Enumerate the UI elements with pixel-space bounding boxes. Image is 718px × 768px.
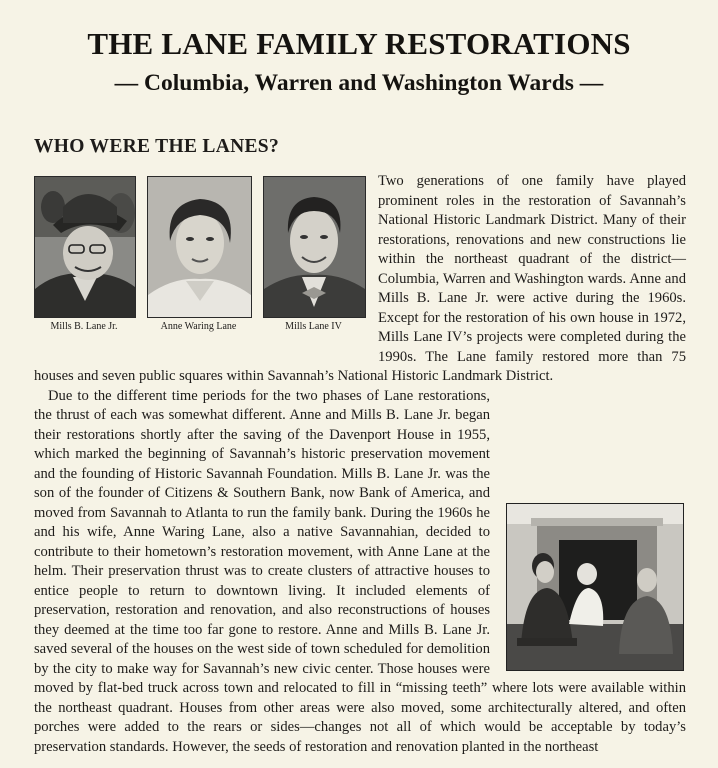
- portrait-caption: Anne Waring Lane: [160, 321, 237, 332]
- page-title: THE LANE FAMILY RESTORATIONS: [87, 26, 631, 61]
- portrait-spacer: [34, 172, 378, 360]
- article-body: [34, 172, 686, 757]
- family-photo-image: [507, 504, 683, 670]
- family-photo: [506, 503, 684, 671]
- paragraph: Two generations of one family have played prominent roles in the restoration of Savannah’s National Historic Landmark District. Many of their restorations, renovations and new constructions lie within the northeast quadrant of the district—Columbia, Warren and Washington wards. Anne and Mills B. Lane Jr. were active during the 1960s. Except for the restoration of his own house in 1972, Mills Lane IV’s projects were completed during the 1990s. The Lane family restored more than 75 houses and seven public squares within Savannah’s National Historic Landmark District.: [34, 173, 686, 384]
- family-photo-wrap: [500, 503, 686, 669]
- page-subtitle: — Columbia, Warren and Washington Wards —: [114, 70, 604, 96]
- paragraph: Due to the different time periods for the two phases of Lane restorations, the thrust of each was somewhat different. Anne and Mills B. Lane Jr. began their restorations shortly after the saving of the Davenport House in 1955, which marked the beginning of Savannah’s historic preservation movement and the founding of Historic Savannah Foundation. Mills B. Lane Jr. was the son of the founder of Citizens & Southern Bank, now Bank of America, and moved from Savannah to Atlanta to run the family bank. During the 1960s he and his wife, Anne Waring Lane, also a native Savannahian, decided to contribute to their hometown’s restoration movement, with Anne Lane at the helm. Their preservation thrust was to create clusters of attractive houses to entice people to return to downtown living. It included elements of preservation, restoration and renovation, and also reconstructions of houses they deemed at the time too far gone to restore. Anne and Mills B. Lane Jr. saved several of the houses on the west side of town scheduled for demolition by the city to make way for Savannah’s new civic center. Those houses were moved by flat-bed truck across town and relocated to fill in “missing teeth” where lots were available within the northeast quadrant. Houses from other areas were also moved, some architecturally altered, and often porches were added to the rears or sides—changes not all of which would be acceptable by today’s preservation standards. However, the seeds of restoration and renovation planted in the northeast: [34, 387, 686, 755]
- section-heading: WHO WERE THE LANES?: [34, 136, 280, 157]
- portrait-caption: Mills Lane IV: [285, 321, 342, 332]
- portrait-caption: Mills B. Lane Jr.: [50, 321, 118, 332]
